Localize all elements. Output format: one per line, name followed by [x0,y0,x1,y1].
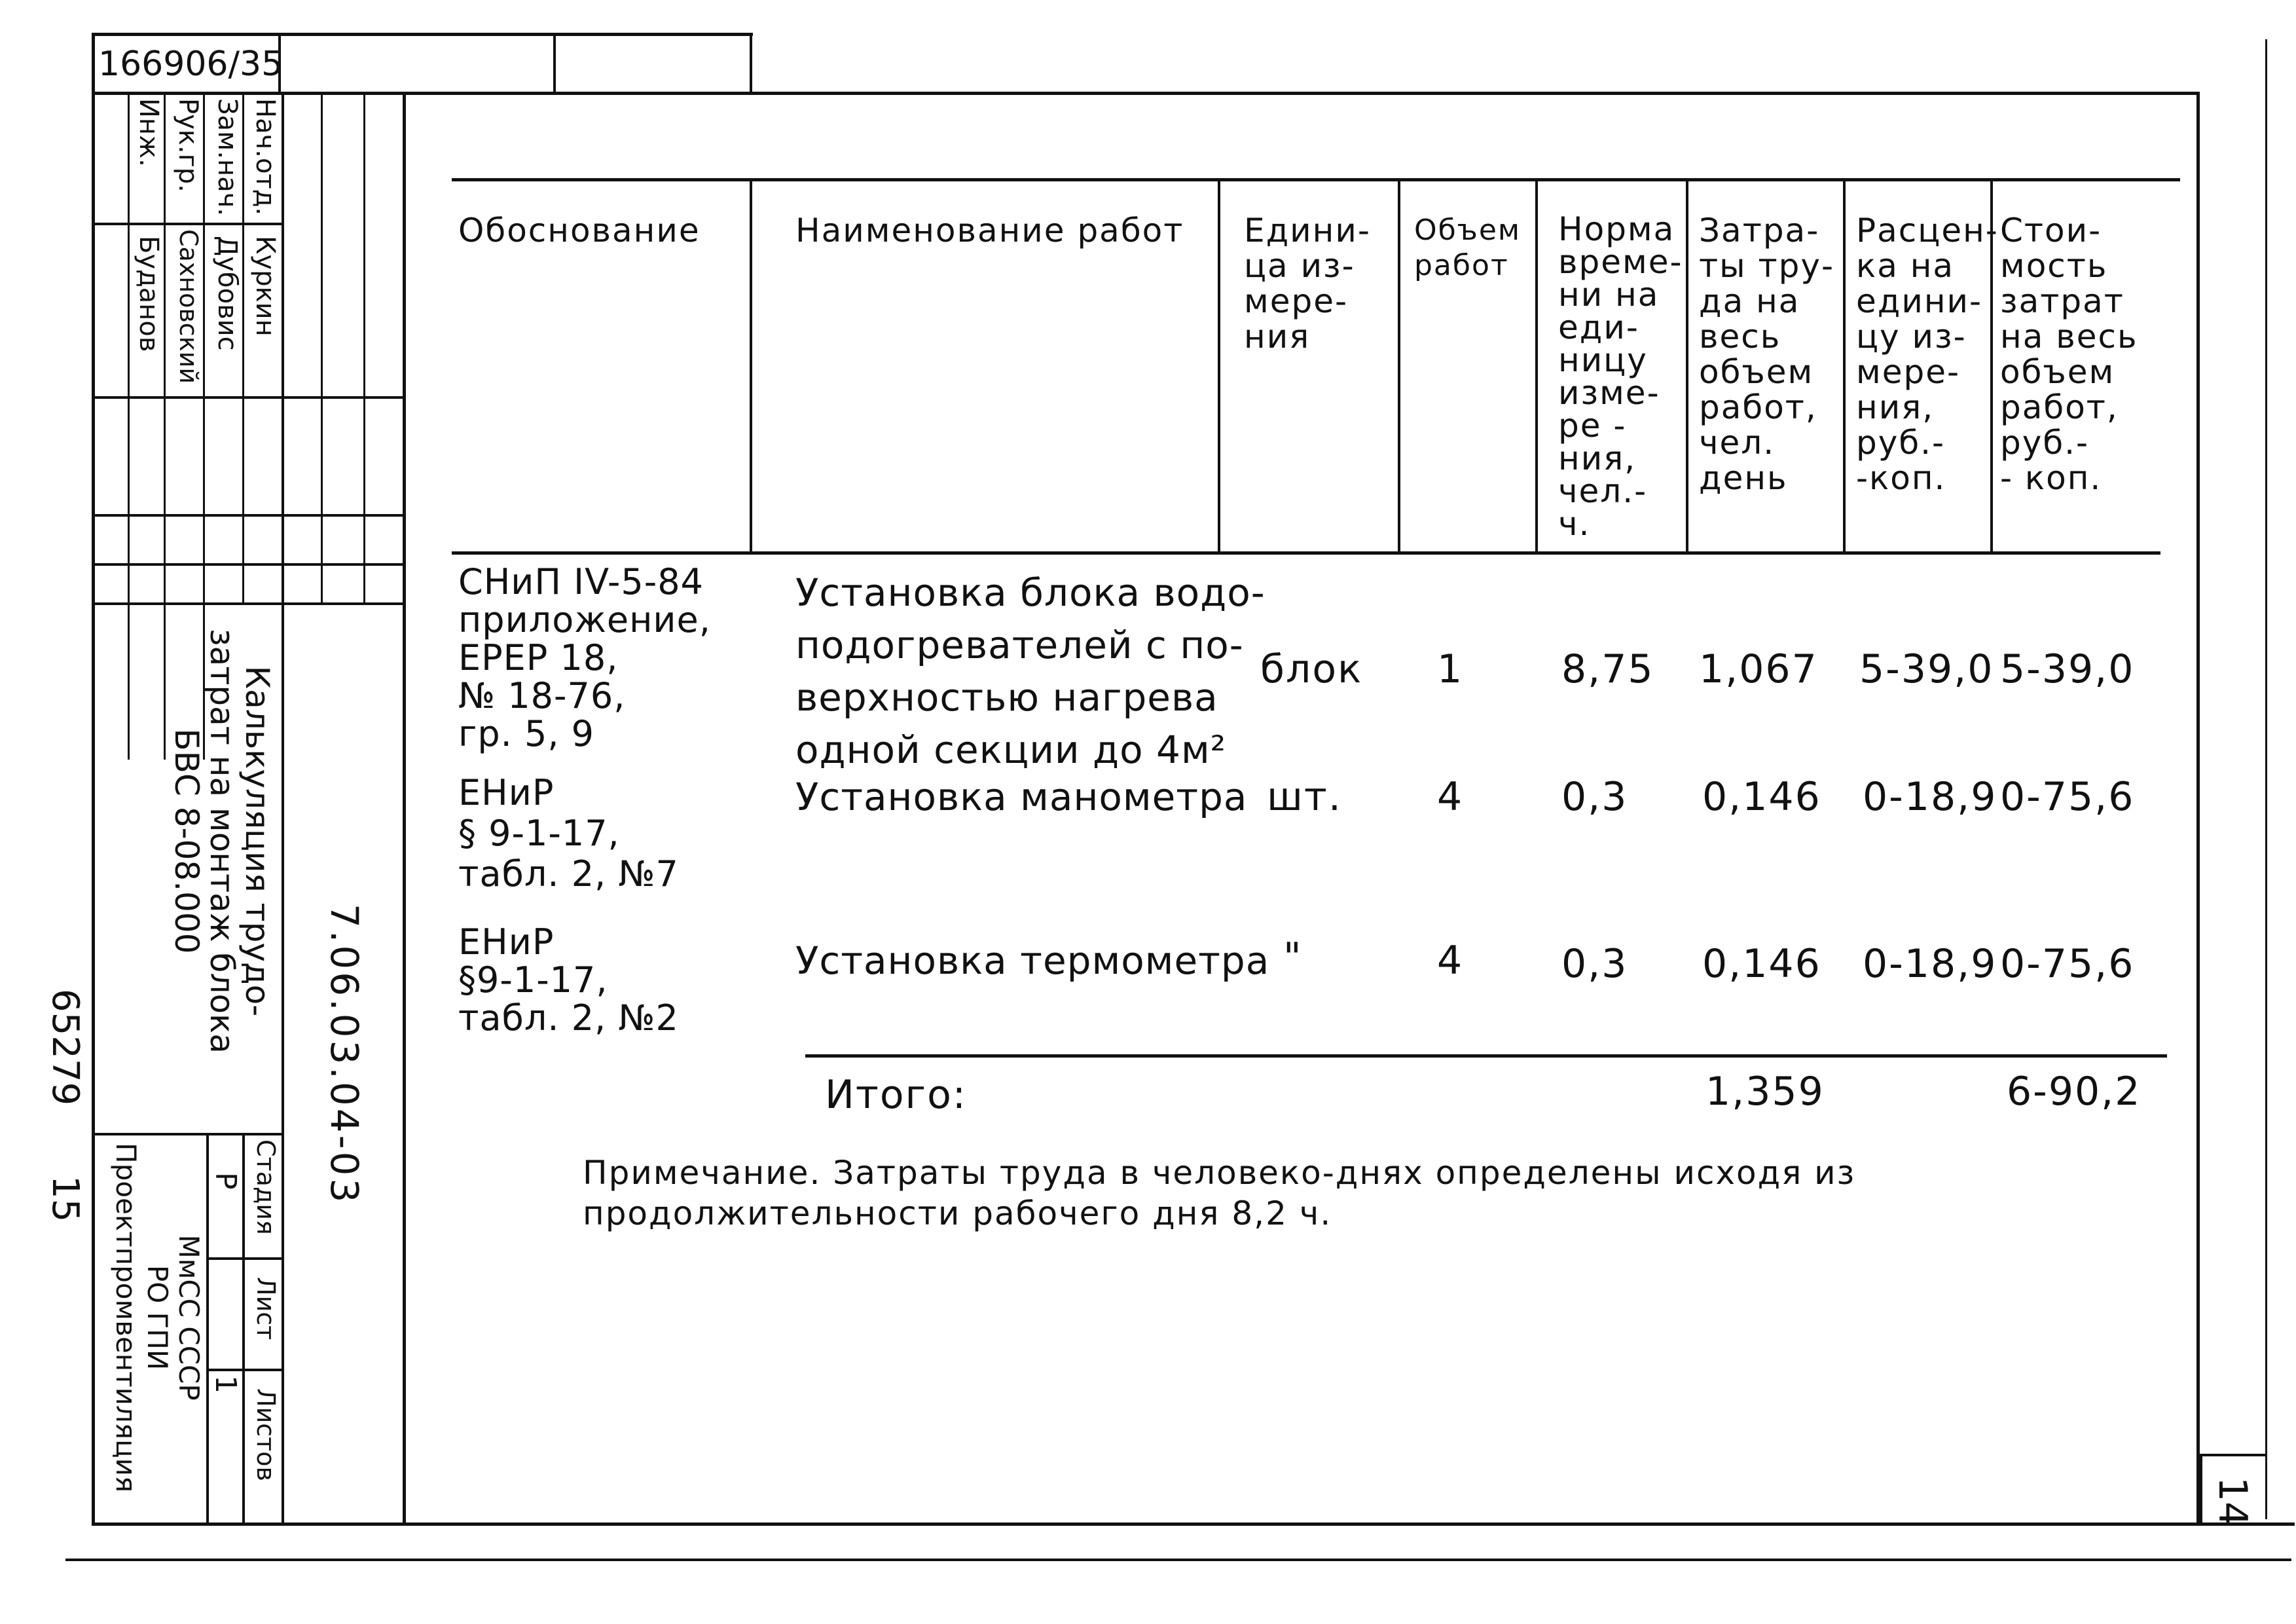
stamp-role: Нач.отд. [250,98,280,216]
stamp-name: Дубовис [212,236,242,351]
frame-left-line [92,33,95,1526]
stamp-col [321,92,323,602]
table-col-sep [1218,178,1220,555]
row-1-cost: 5-39,0 [2000,646,2135,692]
row-2-rate: 0-18,9 [1863,774,1997,820]
row-1-name: Установка блока водо- подогревателей с по- верхностью нагрева одной секции до 4м² [795,570,1266,772]
row-3-rate: 0-18,9 [1863,941,1997,987]
stamp-name: Сахновский [174,229,203,384]
page-baseline [65,1559,2291,1561]
header-labor: Затра- ты тру- да на весь объем работ, чел. день [1699,212,1834,497]
stamp-row [92,514,406,517]
stamp-stage-label: Стадия [251,1139,280,1235]
doc-code: 166906/35 [98,45,283,84]
table-col-sep [1843,178,1846,555]
table-col-sep [1686,178,1688,555]
row-2-labor: 0,146 [1702,774,1821,820]
frame-top-line-2 [92,92,2200,95]
page-number-box-left [2200,1454,2202,1526]
header-norm: Норма време- ни на еди- ницу изме- ре - ния, чел.- ч. [1558,210,1683,543]
stamp-name: Буданов [134,236,164,352]
page-number-box-top [2200,1454,2265,1456]
header-volume: Объем работ [1414,213,1522,282]
inventory-number: 65279 [44,989,86,1106]
header-rate: Расцен- ка на едини- цу из- мере- ния, руб.- -коп. [1856,212,1999,497]
row-3-norm: 0,3 [1561,941,1628,987]
stamp-sheet-label: Лист [251,1277,280,1340]
table-col-sep [1535,178,1538,555]
row-2-unit: шт. [1267,774,1342,820]
frame-top-line [92,33,753,36]
stamp-role: Инж. [134,98,164,167]
frame-right-line [2196,92,2200,1526]
row-1-norm: 8,75 [1561,646,1654,692]
code-box-divider [553,33,556,95]
stamp-sheets-label: Листов [251,1388,280,1481]
stamp-organisation: МмСС СССР РО ГПИ Проектпромвентиляция [110,1143,205,1493]
stamp-title: Калькуляция трудо- затрат на монтаж блока БВС 8-08.000 [168,629,276,1054]
stamp-col [128,92,130,760]
row-1-basis: СНиП IV-5-84 приложение, ЕРЕР 18, № 18-76, гр. 5, 9 [458,561,711,754]
stamp-row [242,1133,245,1526]
table-header-bottom-line [452,551,2160,555]
stamp-row [92,563,406,566]
stamp-row [206,1133,209,1526]
total-label: Итого: [825,1072,967,1118]
total-cost: 6-90,2 [2007,1069,2141,1115]
stamp-row [206,1257,282,1260]
stamp-row [92,602,406,605]
stamp-col [363,92,365,602]
row-3-basis: ЕНиР §9-1-17, табл. 2, №2 [458,921,679,1039]
row-3-volume: 4 [1437,938,1464,984]
header-cost: Стои- мость затрат на весь объем работ, руб.- - коп. [2000,212,2138,497]
row-3-unit: " [1283,934,1303,980]
row-2-cost: 0-75,6 [2000,774,2135,820]
stamp-col [242,92,244,602]
row-3-cost: 0-75,6 [2000,941,2135,987]
stamp-drawing-code: 7.06.03.04-03 [322,904,367,1206]
row-1-labor: 1,067 [1699,646,1818,692]
header-unit: Едини- ца из- мере- ния [1244,212,1371,356]
stamp-row [92,396,406,399]
row-2-basis: ЕНиР § 9-1-17, табл. 2, №7 [458,772,679,895]
row-3-labor: 0,146 [1702,941,1821,987]
row-2-volume: 4 [1437,774,1464,820]
row-2-norm: 0,3 [1561,774,1628,820]
table-top-line [452,178,2180,181]
frame-bottom-line [92,1522,2295,1526]
stamp-col [164,92,166,760]
stamp-row [92,1133,282,1135]
header-basis: Обоснование [458,212,701,249]
stamp-role: Рук.гр. [173,98,203,193]
table-col-sep [1398,178,1400,555]
stamp-name: Куркин [250,236,280,337]
frame-inner-left-line [403,92,406,1526]
row-1-rate: 5-39,0 [1859,646,1994,692]
stamp-sheets-value: 1 [209,1375,242,1393]
code-box-divider [750,33,752,95]
row-3-name: Установка термометра [795,938,1270,983]
total-labor: 1,359 [1705,1069,1825,1115]
row-2-name: Установка манометра [795,775,1248,819]
header-work-name: Наименование работ [795,212,1184,249]
stamp-row [92,223,282,225]
row-1-unit: блок [1260,646,1363,692]
total-line [805,1054,2167,1058]
stamp-role: Зам.нач. [212,98,242,217]
table-col-sep [750,178,752,555]
stamp-col [282,92,284,1526]
stamp-stage-value: Р [209,1172,242,1190]
note-text: Примечание. Затраты труда в человеко-днях определены исходя из продолжительности рабочего дня 8,2 ч. [583,1154,1856,1232]
page-right-edge [2265,39,2267,1519]
inventory-page: 15 [44,1175,86,1223]
stamp-row [206,1369,282,1371]
page-number: 14 [2210,1477,2255,1527]
row-1-volume: 1 [1437,646,1464,692]
